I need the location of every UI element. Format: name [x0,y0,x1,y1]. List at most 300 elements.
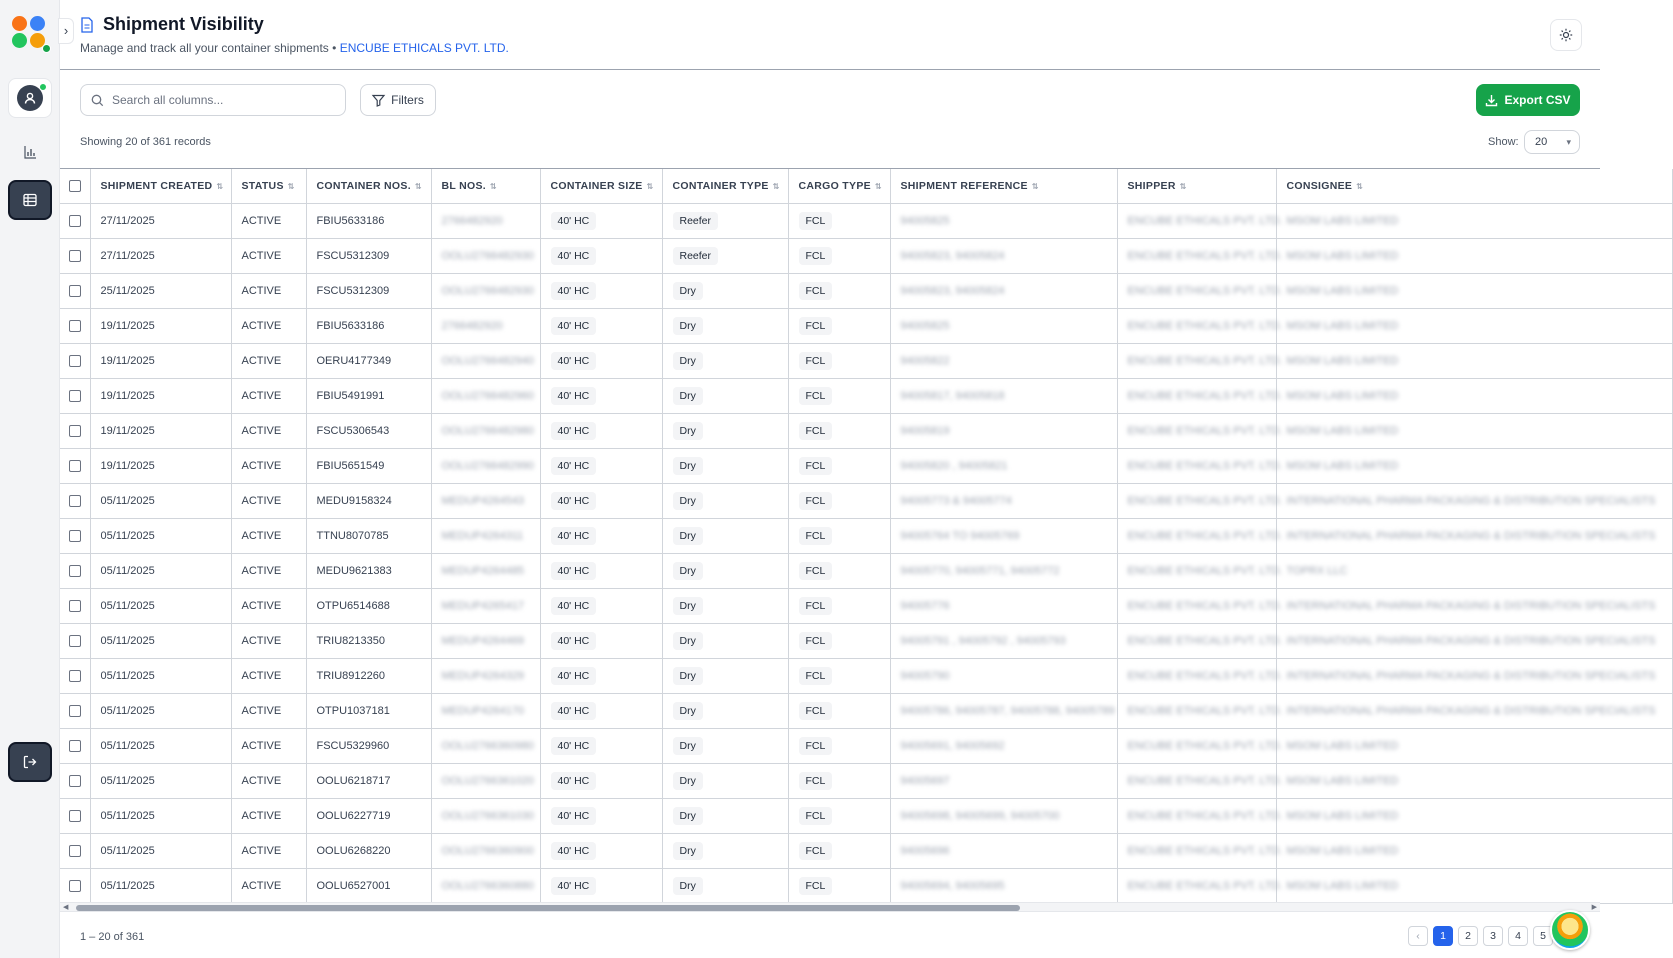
cell-container-no [306,238,431,273]
sort-icon: ⇅ [1356,181,1364,191]
row-checkbox[interactable] [69,635,81,647]
cell-shipper-value: ENCUBE ETHICALS PVT. LTD. [1127,704,1283,717]
cell-shipment-reference [890,588,1117,623]
cell-cargo-type [788,553,890,588]
cell-cargo-type [788,238,890,273]
cell-container-size-value: 40' HC [551,877,597,895]
cell-shipment-created [90,308,231,343]
cell-status [231,343,306,378]
row-checkbox[interactable] [69,670,81,682]
page-title: Shipment Visibility [103,14,264,34]
cell-cargo-type-value: FCL [799,737,833,755]
cell-status-value: ACTIVE [241,529,282,542]
row-checkbox[interactable] [69,320,81,332]
scroll-left-icon[interactable]: ◀ [63,904,69,911]
sidebar-item-analytics[interactable] [8,132,52,172]
table-row[interactable] [60,448,1672,483]
cell-status-value: ACTIVE [241,424,282,437]
cell-consignee-value: INTERNATIONAL PHARMA PACKAGING & DISTRIBUTION SPECIALISTS [1286,669,1656,682]
cell-shipment-created-value: 19/11/2025 [100,424,155,437]
table-row[interactable] [60,798,1672,833]
cell-container-size [540,238,662,273]
cell-shipment-created-value: 19/11/2025 [100,389,155,402]
cell-bl-no [431,553,540,588]
cell-consignee-value: MSOM LABS LIMITED [1286,459,1399,472]
export-csv-button[interactable] [1476,84,1580,116]
table-row[interactable] [60,693,1672,728]
cell-container-type-value: Dry [673,877,703,895]
cell-shipment-reference-value: 94005819 [900,424,950,437]
column-label: SHIPPER [1127,179,1176,192]
row-select-cell [60,308,90,343]
pagination-range: 1 – 20 of 361 [80,931,145,943]
cell-shipment-reference [890,623,1117,658]
cell-consignee-value: MSOM LABS LIMITED [1286,424,1399,437]
cell-status [231,448,306,483]
table-body [60,203,1672,903]
cell-container-size [540,728,662,763]
col-consignee[interactable] [1276,169,1672,203]
cell-shipment-reference [890,518,1117,553]
cell-shipment-reference-value: 94005691, 94005692 [900,739,1005,752]
cell-shipment-created-value: 05/11/2025 [100,669,155,682]
sort-icon: ⇅ [414,181,422,191]
cell-container-no-value: MEDU9621383 [316,564,392,577]
cell-consignee-value: MSOM LABS LIMITED [1286,214,1399,227]
cell-container-size [540,763,662,798]
cell-bl-no-value: OOLU2766482980 [441,424,534,437]
cell-container-type [662,308,788,343]
col-status[interactable] [231,169,306,203]
table-row[interactable] [60,728,1672,763]
cell-container-type-value: Dry [673,317,703,335]
cell-shipper-value: ENCUBE ETHICALS PVT. LTD. [1127,214,1283,227]
cell-consignee [1276,378,1672,413]
cell-shipment-reference [890,693,1117,728]
cell-shipper [1117,273,1283,308]
cell-shipment-created-value: 05/11/2025 [100,704,155,717]
cell-container-no [306,273,431,308]
cell-consignee-value: MSOM LABS LIMITED [1286,319,1399,332]
row-select-cell [60,378,90,413]
cell-container-type-value: Dry [673,772,703,790]
row-checkbox[interactable] [69,775,81,787]
filters-button[interactable] [360,84,436,116]
cell-cargo-type-value: FCL [799,632,833,650]
cell-cargo-type [788,623,890,658]
cell-container-type-value: Dry [673,807,703,825]
cell-cargo-type-value: FCL [799,842,833,860]
cell-container-type-value: Dry [673,562,703,580]
row-select-cell [60,203,90,238]
cell-container-type-value: Dry [673,632,703,650]
sidebar-user-button[interactable] [8,78,52,118]
cell-shipper [1117,448,1283,483]
cell-status [231,308,306,343]
cell-container-no [306,763,431,798]
cell-container-type [662,273,788,308]
page-subtitle [80,41,509,55]
select-all-checkbox[interactable] [69,180,81,192]
page-button[interactable]: 4 [1508,926,1528,946]
cell-shipment-reference-value: 94005823, 94005824 [900,249,1005,262]
table-row[interactable] [60,553,1672,588]
table-row[interactable] [60,343,1672,378]
cell-container-size-value: 40' HC [551,597,597,615]
cell-shipment-created [90,798,231,833]
cell-container-size [540,378,662,413]
cell-shipment-created-value: 19/11/2025 [100,459,155,472]
row-checkbox[interactable] [69,845,81,857]
cell-container-no [306,308,431,343]
cell-status [231,763,306,798]
row-select-cell [60,763,90,798]
cell-consignee-value: MSOM LABS LIMITED [1286,354,1399,367]
col-shipper[interactable] [1117,169,1276,203]
cell-container-type [662,483,788,518]
row-checkbox[interactable] [69,390,81,402]
cell-shipper [1117,413,1283,448]
chevron-left-icon: ‹ [1416,930,1420,942]
cell-status [231,623,306,658]
cell-shipper [1117,518,1283,553]
cell-bl-no-value: MEDUP4264170 [441,704,525,717]
cell-shipper-value: ENCUBE ETHICALS PVT. LTD. [1127,739,1283,752]
row-checkbox[interactable] [69,705,81,717]
cell-status-value: ACTIVE [241,389,282,402]
cell-status [231,483,306,518]
cell-bl-no-value: OOLU2766361030 [441,809,534,822]
cell-container-type [662,833,788,868]
col-container-type[interactable] [662,169,788,203]
cell-container-no-value: FSCU5312309 [316,249,390,262]
cell-container-size-value: 40' HC [551,282,597,300]
cell-shipper [1117,763,1283,798]
bar-chart-icon [23,145,37,159]
sort-icon: ⇅ [287,181,295,191]
cell-container-type-value: Dry [673,282,703,300]
cell-container-no [306,623,431,658]
scrollbar-thumb[interactable] [76,905,1020,911]
cell-container-size [540,623,662,658]
cell-shipper-value: ENCUBE ETHICALS PVT. LTD. [1127,634,1283,647]
cell-container-type [662,203,788,238]
cell-container-type [662,693,788,728]
cell-shipment-reference-value: 94005773 & 94005774 [900,494,1012,507]
cell-shipment-reference-value: 94005786, 94005787, 94005788, 94005789 [900,704,1115,717]
cell-container-no [306,868,431,903]
search-input[interactable] [112,93,332,107]
cell-shipper-value: ENCUBE ETHICALS PVT. LTD. [1127,284,1283,297]
cell-shipper-value: ENCUBE ETHICALS PVT. LTD. [1127,459,1283,472]
cell-status-value: ACTIVE [241,669,282,682]
table-row[interactable] [60,658,1672,693]
cell-cargo-type-value: FCL [799,527,833,545]
table-row[interactable] [60,483,1672,518]
cell-status [231,588,306,623]
cell-container-no-value: OTPU6514688 [316,599,390,612]
app-logo[interactable] [12,14,48,50]
cell-bl-no-value: MEDUP4264469 [441,634,525,647]
cell-status-value: ACTIVE [241,634,282,647]
cell-bl-no-value: OOLU2766360980 [441,739,534,752]
row-checkbox[interactable] [69,810,81,822]
sidebar [0,0,60,958]
cell-shipment-reference [890,378,1117,413]
sort-icon: ⇅ [490,181,498,191]
cell-container-size-value: 40' HC [551,807,597,825]
row-checkbox[interactable] [69,355,81,367]
row-select-cell [60,483,90,518]
row-select-cell [60,833,90,868]
cell-cargo-type-value: FCL [799,317,833,335]
cell-container-no-value: OOLU6227719 [316,809,391,822]
sidebar-item-table[interactable] [8,180,52,220]
cell-container-no-value: TRIU8213350 [316,634,385,647]
cell-bl-no [431,203,540,238]
cell-container-type [662,868,788,903]
cell-shipment-reference [890,413,1117,448]
cell-bl-no-value: MEDUP4264543 [441,494,525,507]
cell-bl-no [431,343,540,378]
prev-page-button[interactable] [1408,926,1428,946]
cell-shipment-created-value: 05/11/2025 [100,634,155,647]
cell-consignee [1276,238,1672,273]
table-row[interactable] [60,308,1672,343]
cell-shipment-created-value: 19/11/2025 [100,354,155,367]
col-container-size[interactable] [540,169,662,203]
cell-shipment-created [90,868,231,903]
cell-bl-no-value: OOLU2766482940 [441,354,534,367]
row-checkbox[interactable] [69,250,81,262]
cell-shipment-created [90,448,231,483]
cell-status [231,868,306,903]
cell-shipment-reference-value: 94005791 , 94005792 , 94005793 [900,634,1066,647]
cell-status-value: ACTIVE [241,844,282,857]
table-row[interactable] [60,763,1672,798]
row-checkbox[interactable] [69,530,81,542]
cell-bl-no [431,238,540,273]
cell-shipment-reference [890,273,1117,308]
cell-container-size-value: 40' HC [551,527,597,545]
table-row[interactable] [60,868,1672,903]
cell-status [231,518,306,553]
cell-shipment-reference-value: 94005764 TO 94005769 [900,529,1020,542]
cell-bl-no-value: OOLU2766360900 [441,844,534,857]
cell-container-type-value: Dry [673,527,703,545]
cell-consignee-value: MSOM LABS LIMITED [1286,249,1399,262]
sidebar-collapse-toggle[interactable]: › [58,18,74,44]
table-row[interactable] [60,378,1672,413]
page-button[interactable]: 2 [1458,926,1478,946]
page-button[interactable]: 3 [1483,926,1503,946]
cell-shipper-value: ENCUBE ETHICALS PVT. LTD. [1127,529,1283,542]
cell-shipper-value: ENCUBE ETHICALS PVT. LTD. [1127,774,1283,787]
cell-shipment-created-value: 05/11/2025 [100,739,155,752]
cell-shipment-reference [890,868,1117,903]
cell-consignee [1276,518,1672,553]
cell-consignee [1276,623,1672,658]
row-checkbox[interactable] [69,880,81,892]
cell-bl-no-value: MEDUP4264329 [441,669,525,682]
cell-consignee [1276,833,1672,868]
cell-consignee [1276,763,1672,798]
row-checkbox[interactable] [69,600,81,612]
cell-shipper [1117,693,1283,728]
table-row[interactable] [60,623,1672,658]
cell-container-no-value: TRIU8912260 [316,669,385,682]
cell-shipper-value: ENCUBE ETHICALS PVT. LTD. [1127,599,1283,612]
logout-button[interactable] [8,742,52,782]
chat-assistant-avatar[interactable] [1550,910,1590,950]
row-select-cell [60,343,90,378]
column-label: BL NOS. [441,179,486,192]
table-row[interactable] [60,413,1672,448]
cell-consignee-value: INTERNATIONAL PHARMA PACKAGING & DISTRIBUTION SPECIALISTS [1286,494,1656,507]
column-label: CONTAINER NOS. [316,179,411,192]
cell-bl-no [431,413,540,448]
cell-shipment-reference [890,343,1117,378]
cell-consignee-value: MSOM LABS LIMITED [1286,879,1399,892]
col-container-nos[interactable] [306,169,431,203]
cell-shipment-created-value: 05/11/2025 [100,529,155,542]
cell-shipment-reference-value: 94005823, 94005824 [900,284,1005,297]
column-label: SHIPMENT REFERENCE [900,179,1028,192]
cell-consignee [1276,553,1672,588]
page-size-select[interactable] [1524,130,1580,154]
cell-cargo-type-value: FCL [799,877,833,895]
online-status-dot [39,83,47,91]
cell-status-value: ACTIVE [241,774,282,787]
cell-bl-no [431,868,540,903]
row-checkbox[interactable] [69,740,81,752]
cell-container-size-value: 40' HC [551,562,597,580]
cell-container-size-value: 40' HC [551,492,597,510]
row-select-cell [60,448,90,483]
cell-shipper-value: ENCUBE ETHICALS PVT. LTD. [1127,879,1283,892]
cell-shipment-created-value: 05/11/2025 [100,494,155,507]
cell-shipper [1117,203,1283,238]
cell-container-type-value: Dry [673,492,703,510]
table-row[interactable] [60,203,1672,238]
cell-container-no [306,588,431,623]
cell-container-size-value: 40' HC [551,247,597,265]
row-checkbox[interactable] [69,565,81,577]
cell-shipment-created [90,413,231,448]
cell-cargo-type-value: FCL [799,282,833,300]
cell-shipment-created-value: 25/11/2025 [100,284,155,297]
cell-cargo-type [788,658,890,693]
cell-bl-no-value: 2766482920 [441,319,503,332]
row-select-cell [60,658,90,693]
cell-consignee [1276,273,1672,308]
cell-shipment-created [90,483,231,518]
cell-status-value: ACTIVE [241,739,282,752]
cell-shipper [1117,728,1283,763]
col-bl-nos[interactable] [431,169,540,203]
cell-container-type [662,413,788,448]
theme-toggle-button[interactable] [1550,19,1582,51]
table-row[interactable] [60,238,1672,273]
cell-container-size-value: 40' HC [551,457,597,475]
cell-consignee [1276,448,1672,483]
page-button[interactable]: 5 [1533,926,1553,946]
cell-shipment-created-value: 05/11/2025 [100,564,155,577]
cell-bl-no [431,763,540,798]
cell-container-no-value: OTPU1037181 [316,704,390,717]
cell-shipper [1117,798,1283,833]
cell-consignee-value: INTERNATIONAL PHARMA PACKAGING & DISTRIBUTION SPECIALISTS [1286,634,1656,647]
pagination [1408,926,1553,946]
cell-shipment-created [90,203,231,238]
cell-status [231,413,306,448]
cell-shipment-reference-value: 94005825 [900,214,950,227]
cell-status-value: ACTIVE [241,214,282,227]
cell-cargo-type-value: FCL [799,492,833,510]
table-row[interactable] [60,833,1672,868]
row-checkbox[interactable] [69,460,81,472]
cell-container-size [540,448,662,483]
row-checkbox[interactable] [69,285,81,297]
row-select-cell [60,413,90,448]
row-checkbox[interactable] [69,495,81,507]
cell-consignee [1276,693,1672,728]
cell-bl-no-value: MEDUP4264311 [441,529,524,542]
show-label: Show: [1488,136,1519,148]
cell-bl-no-value: OOLU2766482960 [441,389,534,402]
cell-cargo-type-value: FCL [799,667,833,685]
cell-consignee-value: MSOM LABS LIMITED [1286,844,1399,857]
document-icon [80,17,94,33]
cell-container-type [662,658,788,693]
cell-container-no-value: MEDU9158324 [316,494,392,507]
cell-container-type-value: Reefer [673,247,719,265]
sort-icon: ⇅ [874,181,882,191]
scroll-right-icon[interactable]: ▶ [1591,904,1597,911]
cell-shipment-reference [890,238,1117,273]
table-row[interactable] [60,588,1672,623]
select-all-cell [60,169,90,203]
table-icon [22,192,38,208]
cell-container-type [662,378,788,413]
horizontal-scrollbar[interactable] [60,902,1600,912]
col-shipment-reference[interactable] [890,169,1117,203]
cell-container-no [306,798,431,833]
cell-consignee [1276,868,1672,903]
row-checkbox[interactable] [69,425,81,437]
cell-cargo-type-value: FCL [799,352,833,370]
col-shipment-created[interactable] [90,169,231,203]
cell-status [231,553,306,588]
table-row[interactable] [60,518,1672,553]
row-checkbox[interactable] [69,215,81,227]
cell-bl-no [431,728,540,763]
page-button[interactable]: 1 [1433,926,1453,946]
table-row[interactable] [60,273,1672,308]
cell-status-value: ACTIVE [241,704,282,717]
cell-container-no-value: OOLU6527001 [316,879,391,892]
cell-shipment-reference [890,833,1117,868]
cell-shipment-reference-value: 94005770, 94005771, 94005772 [900,564,1060,577]
col-cargo-type[interactable] [788,169,890,203]
cell-bl-no [431,518,540,553]
cell-container-no-value: TTNU8070785 [316,529,389,542]
cell-bl-no-value: MEDUP4265417 [441,599,525,612]
cell-shipment-created-value: 05/11/2025 [100,599,155,612]
cell-cargo-type [788,273,890,308]
cell-shipper-value: ENCUBE ETHICALS PVT. LTD. [1127,844,1283,857]
search-box [80,84,346,116]
